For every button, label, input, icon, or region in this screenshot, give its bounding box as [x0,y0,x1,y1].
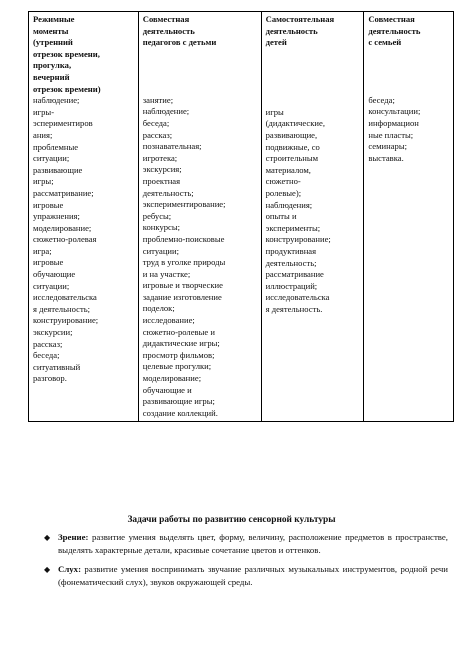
cell-line: развивающие [33,164,83,175]
task-term: Зрение: [58,532,89,542]
task-term: Слух: [58,563,82,574]
cell-line: ситуативный [33,361,81,372]
cell-line: ные пласты; [368,129,414,140]
cell-line: рассказ; [33,338,63,349]
column-joint-activity-teachers [138,12,261,422]
cell-line: выставка. [368,152,404,163]
header-line: моменты [33,25,69,36]
cell-line: проектная [142,175,181,186]
cell-line: продуктивная [265,245,317,256]
cell-line: рассматривание [265,269,324,280]
task-text: развитие умения выделять цвет, форму, величину, расположение предметов в пространстве, выделять характерные детали, красивые сочетание цветов и оттенков. [58,532,448,556]
cell-line: деятельность; [265,257,317,268]
cell-line: конструирование; [265,234,331,245]
column-independent-activity [261,12,364,422]
cell-line: игра; [33,245,52,256]
header-line: деятельность [142,25,195,36]
cell-line: и на участке; [142,268,191,279]
cell-line: игровые и творческие [142,280,223,291]
cell-line: эспериментиров [33,118,93,129]
cell-line: исследовательска [33,292,97,303]
header-line: деятельность [368,25,421,36]
cell-line: познавательная; [142,141,202,152]
header-line: прогулка, [33,60,72,71]
cell-line: игры- [33,106,55,117]
header-regime-moments [33,14,135,95]
cell-line: экспериментирование; [142,199,226,210]
cell-line: эксперименты; [265,222,321,233]
cell-line: беседа; [142,117,170,128]
header-line: с семьей [368,37,402,48]
joint-activity-teachers-list [143,95,258,420]
column-regime-moments [29,12,139,422]
header-line: педагогов с детьми [142,37,217,48]
column-joint-activity-family [364,12,454,422]
cell-line: материалом, [265,164,311,175]
header-line: Самостоятельная [265,14,335,24]
cell-line: сюжетно-ролевые и [142,326,215,337]
cell-line: ания; [33,129,53,140]
cell-line: обучающие [33,269,76,280]
cell-line: обучающие и [142,384,192,395]
cell-line: я деятельность. [265,303,323,314]
cell-line: моделирование; [33,222,92,233]
cell-line: беседа; [33,350,60,361]
list-item [44,531,448,558]
cell-line: беседа; [368,94,395,105]
cell-line: упражнения; [33,211,80,222]
cell-line: создание коллекций. [142,407,218,418]
header-line: Совместная [142,14,190,24]
cell-line: экскурсия; [142,164,182,175]
header-line: Режимные [33,14,75,24]
cell-line: развивающие, [265,129,318,140]
cell-line: строительным [265,153,319,164]
header-independent-activity [266,14,361,49]
list-item [44,563,448,590]
header-line: Совместная [368,14,415,24]
header-line: вечерний [33,71,70,82]
cell-line: моделирование; [142,373,202,384]
joint-activity-family-list [368,95,450,165]
cell-line: сюжетно-ролевая [33,234,97,245]
cell-line: проблемно-поисковые [142,233,225,244]
cell-line: игры [265,106,284,117]
independent-activity-list [266,107,361,316]
cell-line: рассматривание; [33,187,94,198]
cell-line: деятельность; [142,187,194,198]
cell-line: игротека; [142,152,178,163]
section-title: Задачи работы по развитию сенсорной культуры [127,515,336,525]
cell-line: ситуации; [142,245,180,256]
cell-line: наблюдения; [265,199,313,210]
cell-line: опыты и [265,211,297,222]
cell-line: сюжетно- [265,176,301,187]
cell-line: я деятельность; [33,303,91,314]
cell-line: игровые [33,257,64,268]
cell-line: ситуации; [33,280,70,291]
activity-table [28,11,454,422]
cell-line: рассказ; [142,129,173,140]
table-row [29,12,454,422]
regime-moments-list [33,95,135,385]
cell-line: (дидактические, [265,118,325,129]
task-text: развитие умения воспринимать звучание различных музыкальных инструментов, родной речи (фонематический слух), звуков окружающей среды. [58,563,448,588]
cell-line: исследование; [142,315,195,326]
cell-line: дидактические игры; [142,338,220,349]
header-line: детей [265,37,287,48]
cell-line: конкурсы; [142,222,181,233]
header-joint-activity-teachers [143,14,258,49]
cell-line: ребусы; [142,210,172,221]
cell-line: поделок; [142,303,175,314]
cell-line: наблюдение; [33,95,80,106]
header-line: деятельность [265,25,318,36]
cell-line: задание изготовление [142,291,222,302]
cell-line: ситуации; [33,153,70,164]
cell-line: занятие; [142,94,174,105]
cell-line: экскурсии; [33,327,73,338]
cell-line: информацион [368,117,419,128]
cell-line: проблемные [33,141,79,152]
cell-line: развивающие игры; [142,396,215,407]
header-line: (утренний [33,37,73,48]
header-joint-activity-family [368,14,450,49]
cell-line: консультации; [368,106,421,117]
cell-line: просмотр фильмов; [142,349,215,360]
tasks-list [44,531,448,595]
header-line: отрезок времени) [33,83,101,94]
header-line: отрезок времени, [33,48,100,59]
cell-line: труд в уголке природы [142,257,226,268]
cell-line: наблюдение; [142,106,190,117]
cell-line: разговор. [33,373,67,384]
cell-line: целевые прогулки; [142,361,212,372]
cell-line: конструирование; [33,315,99,326]
cell-line: семинары; [368,141,407,152]
cell-line: подвижные, со [265,141,320,152]
cell-line: иллюстраций; [265,280,318,291]
cell-line: игры; [33,176,54,187]
cell-line: исследовательска [265,292,330,303]
cell-line: ролевые); [265,187,302,198]
diamond-bullet-icon: ◆ [44,564,51,574]
cell-line: игровые [33,199,64,210]
diamond-bullet-icon: ◆ [44,533,51,542]
